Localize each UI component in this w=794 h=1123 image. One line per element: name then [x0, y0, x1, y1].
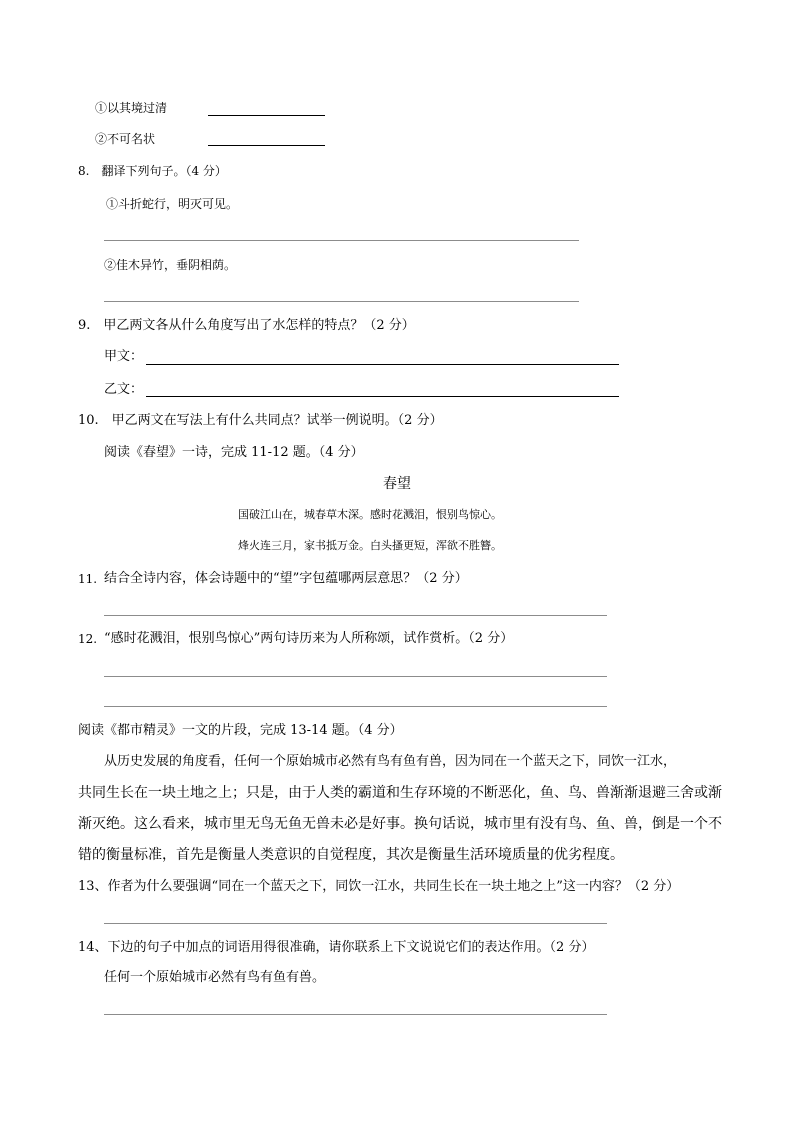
passage-line-3: 渐灭绝。这么看来，城市里无鸟无鱼无兽未必是好事。换句话说，城市里有没有鸟、鱼、兽，倒是一个不: [78, 816, 722, 832]
q8-sentence-2: ②佳木异竹，垂阴相荫。: [104, 258, 237, 272]
q8-answer-line-1[interactable]: [104, 240, 579, 241]
poem-title: 春望: [383, 476, 411, 492]
q12-title: “感时花溅泪，恨别鸟惊心”两句诗历来为人所称颂，试作赏析。（2 分）: [104, 631, 514, 646]
q7-item-1: ①以其境过清: [95, 101, 168, 115]
q7-item-2: ②不可名状: [95, 132, 156, 146]
q14-sentence: 任何一个原始城市必然有鸟有鱼有兽。: [104, 970, 326, 985]
q14-title: 14、下边的句子中加点的词语用得很准确，请你联系上下文说说它们的表达作用。（2 分）: [78, 940, 595, 955]
q12-answer-line-1[interactable]: [104, 676, 607, 677]
poem-intro: 阅读《春望》一诗，完成 11-12 题。（4 分）: [104, 445, 364, 460]
q9-answer-line-jia[interactable]: [146, 364, 619, 365]
poem-line-2: 烽火连三月，家书抵万金。白头搔更短，浑欲不胜簪。: [238, 539, 502, 552]
passage-line-4: 错的衡量标准，首先是衡量人类意识的自觉程度，其次是衡量生活环境质量的优劣程度。: [78, 847, 624, 863]
passage-line-2: 共同生长在一块土地之上；只是，由于人类的霸道和生存环境的不断恶化，鱼、鸟、兽渐渐退避三舍或渐: [78, 785, 722, 801]
q11-answer-line[interactable]: [104, 615, 607, 616]
q13-answer-line[interactable]: [104, 923, 607, 924]
q11-number: 11.: [78, 572, 98, 586]
q13-title: 13、作者为什么要强调“同在一个蓝天之下，同饮一江水，共同生长在一块土地之上”这一内容？（2 分）: [78, 879, 680, 894]
q9-answer-line-yi[interactable]: [146, 396, 619, 397]
passage-intro: 阅读《都市精灵》一文的片段，完成 13-14 题。（4 分）: [78, 723, 403, 738]
q8-sentence-1: ①斗折蛇行，明灭可见。: [106, 197, 239, 211]
q8-answer-line-2[interactable]: [104, 301, 579, 302]
q9-title: 9. 甲乙两文各从什么角度写出了水怎样的特点？（2 分）: [78, 318, 415, 333]
q7-blank-2[interactable]: [208, 145, 325, 146]
q11-title: 结合全诗内容，体会诗题中的“望”字包蕴哪两层意思？（2 分）: [104, 571, 468, 586]
q9-label-jia: 甲文：: [104, 349, 144, 364]
q9-label-yi: 乙文：: [104, 382, 144, 397]
poem-line-1: 国破江山在，城春草木深。感时花溅泪，恨别鸟惊心。: [238, 508, 502, 521]
q14-answer-line[interactable]: [104, 1014, 607, 1015]
q10-title: 10. 甲乙两文在写法上有什么共同点？试举一例说明。（2 分）: [78, 413, 443, 428]
q7-blank-1[interactable]: [208, 115, 325, 116]
q8-title: 8. 翻译下列句子。（4 分）: [78, 164, 227, 178]
q12-answer-line-2[interactable]: [104, 706, 607, 707]
passage-line-1: 从历史发展的角度看，任何一个原始城市必然有鸟有鱼有兽，因为同在一个蓝天之下，同饮一江水，: [104, 754, 677, 769]
q12-number: 12.: [78, 632, 98, 646]
